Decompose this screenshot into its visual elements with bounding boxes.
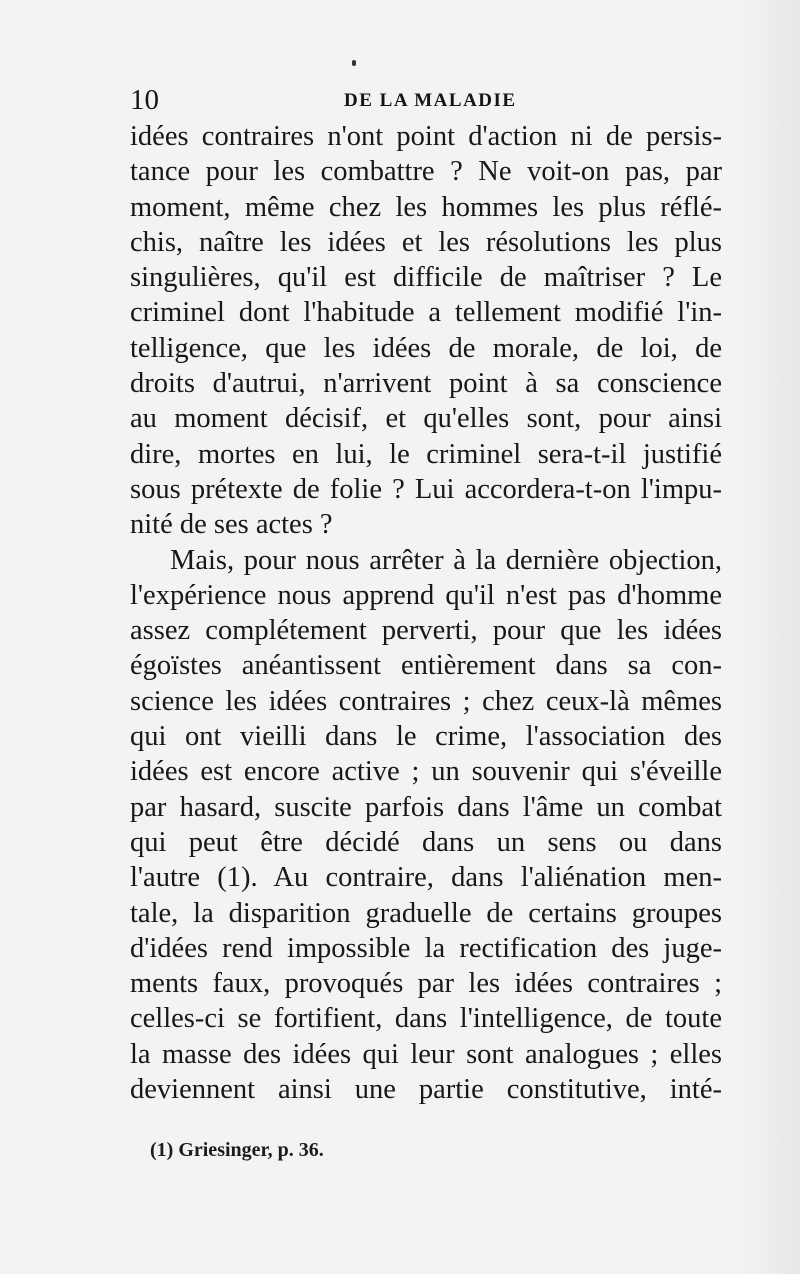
text-line: celles-ci se fortifient, dans l'intelligence, de toute bbox=[130, 1003, 722, 1035]
text-line: singulières, qu'il est difficile de maîtriser ? Le bbox=[130, 262, 722, 294]
footnote: (1) Griesinger, p. 36. bbox=[150, 1139, 324, 1161]
text-line: tale, la disparition graduelle de certains groupes bbox=[130, 897, 722, 929]
text-line: dire, mortes en lui, le criminel sera-t-il justifié bbox=[130, 438, 722, 470]
text-line: égoïstes anéantissent entièrement dans sa con- bbox=[130, 650, 722, 682]
text-line: qui peut être décidé dans un sens ou dans bbox=[130, 826, 722, 858]
text-line: d'idées rend impossible la rectification des juge- bbox=[130, 932, 722, 964]
text-line: droits d'autrui, n'arrivent point à sa conscience bbox=[130, 368, 722, 400]
text-line: la masse des idées qui leur sont analogues ; elles bbox=[130, 1038, 722, 1070]
text-line: criminel dont l'habitude a tellement modifié l'in- bbox=[130, 297, 722, 329]
paragraph-last-line: nité de ses actes ? bbox=[130, 509, 333, 541]
text-line: au moment décisif, et qu'elles sont, pour ainsi bbox=[130, 403, 722, 435]
text-line: chis, naître les idées et les résolutions les plus bbox=[130, 226, 722, 258]
text-line: assez complétement perverti, pour que les idées bbox=[130, 615, 722, 647]
text-line: moment, même chez les hommes les plus réflé- bbox=[130, 191, 722, 223]
page-header bbox=[130, 82, 720, 118]
text-line: idées contraires n'ont point d'action ni de persis- bbox=[130, 121, 722, 152]
text-line: qui ont vieilli dans le crime, l'association des bbox=[130, 721, 722, 753]
body-text bbox=[130, 119, 722, 1107]
page-number: 10 bbox=[130, 84, 159, 116]
text-line: idées est encore active ; un souvenir qui s'éveille bbox=[130, 756, 722, 788]
text-line: l'expérience nous apprend qu'il n'est pas d'homme bbox=[130, 579, 722, 611]
text-line: par hasard, suscite parfois dans l'âme un combat bbox=[130, 791, 722, 823]
paragraph-first-line: Mais, pour nous arrêter à la dernière objection, bbox=[170, 544, 722, 576]
text-line: sous prétexte de folie ? Lui accordera-t-on l'impu- bbox=[130, 473, 722, 505]
text-line: l'autre (1). Au contraire, dans l'aliénation men- bbox=[130, 862, 722, 894]
text-line: deviennent ainsi une partie constitutive, inté- bbox=[130, 1074, 722, 1106]
running-head: DE LA MALADIE bbox=[344, 90, 517, 111]
text-line: ments faux, provoqués par les idées contraires ; bbox=[130, 968, 722, 1000]
ink-speck bbox=[352, 60, 356, 66]
text-line: science les idées contraires ; chez ceux-là mêmes bbox=[130, 685, 722, 717]
text-line: tance pour les combattre ? Ne voit-on pas, par bbox=[130, 156, 722, 188]
text-line: telligence, que les idées de morale, de loi, de bbox=[130, 332, 722, 364]
